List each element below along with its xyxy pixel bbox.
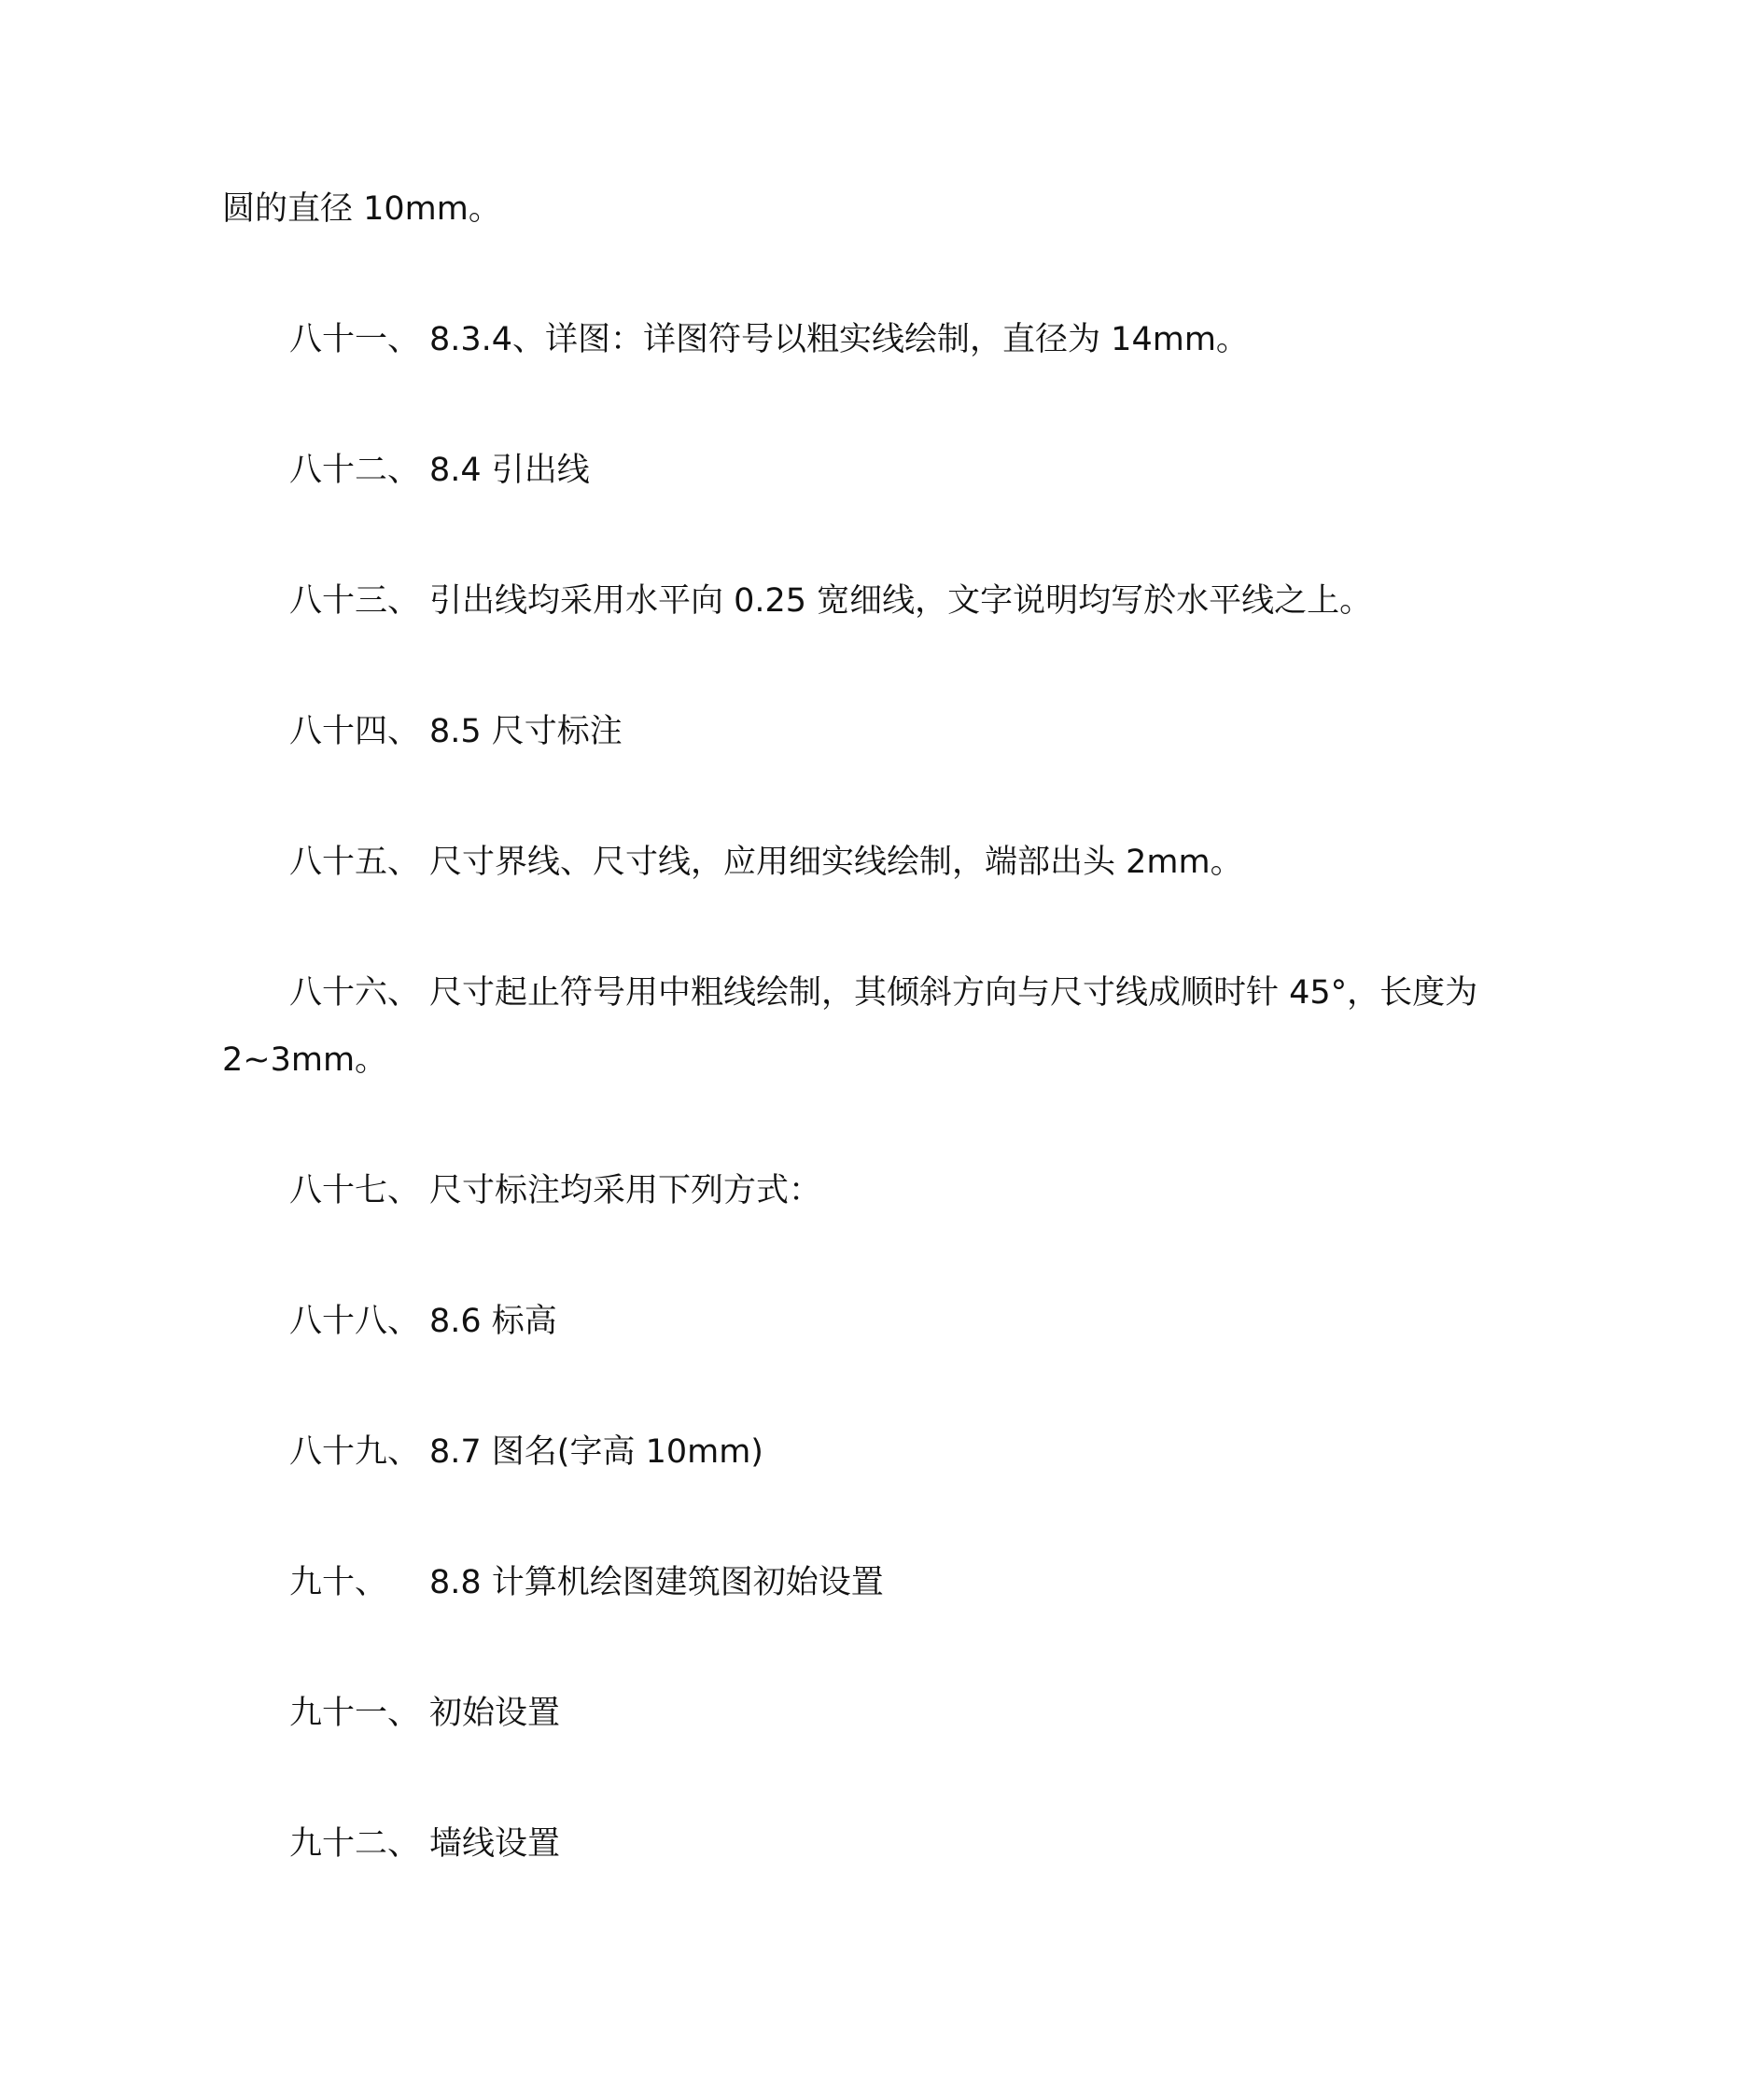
item-number: 八十六、 <box>289 974 421 1012</box>
list-item <box>289 582 1372 620</box>
item-number: 八十八、 <box>289 1303 421 1340</box>
item-number: 八十一、 <box>289 321 421 358</box>
list-item <box>289 321 1249 358</box>
list-item <box>289 844 1243 881</box>
list-item <box>289 1303 557 1340</box>
list-item <box>289 1695 560 1732</box>
item-number: 八十七、 <box>289 1172 421 1209</box>
item-number: 九十二、 <box>289 1825 421 1863</box>
item-text: 墙线设置 <box>429 1825 561 1863</box>
item-number: 八十五、 <box>289 844 421 881</box>
item-text: 8.5 尺寸标注 <box>429 713 623 750</box>
list-item <box>289 974 1477 1012</box>
item-text: 尺寸起止符号用中粗线绘制，其倾斜方向与尺寸线成顺时针 45°，长度为 <box>429 974 1478 1012</box>
item-number: 九十、 <box>289 1564 388 1601</box>
item-text: 初始设置 <box>429 1695 561 1732</box>
item-number: 八十九、 <box>289 1433 421 1471</box>
list-item <box>289 713 623 750</box>
list-item <box>289 1564 884 1601</box>
item-text: 8.3.4、详图：详图符号以粗实线绘制，直径为 14mm。 <box>429 321 1249 358</box>
item-text-continuation: 2~3mm。 <box>222 1041 388 1079</box>
list-item <box>289 1825 560 1863</box>
item-text: 8.4 引出线 <box>429 452 590 489</box>
item-text: 8.6 标高 <box>429 1303 557 1340</box>
item-text: 引出线均采用水平向 0.25 宽细线，文字说明均写於水平线之上。 <box>429 582 1373 620</box>
item-number: 八十四、 <box>289 713 421 750</box>
item-number: 八十二、 <box>289 452 421 489</box>
list-item <box>289 1433 763 1471</box>
intro-line: 圆的直径 10mm。 <box>222 190 501 228</box>
item-text: 尺寸标注均采用下列方式： <box>429 1172 822 1209</box>
item-number: 八十三、 <box>289 582 421 620</box>
item-text: 8.8 计算机绘图建筑图初始设置 <box>429 1564 884 1601</box>
item-text: 尺寸界线、尺寸线，应用细实线绘制，端部出头 2mm。 <box>429 844 1243 881</box>
list-item <box>289 452 590 489</box>
item-number: 九十一、 <box>289 1695 421 1732</box>
item-text: 8.7 图名(字高 10mm) <box>429 1433 763 1471</box>
list-item <box>289 1172 821 1209</box>
